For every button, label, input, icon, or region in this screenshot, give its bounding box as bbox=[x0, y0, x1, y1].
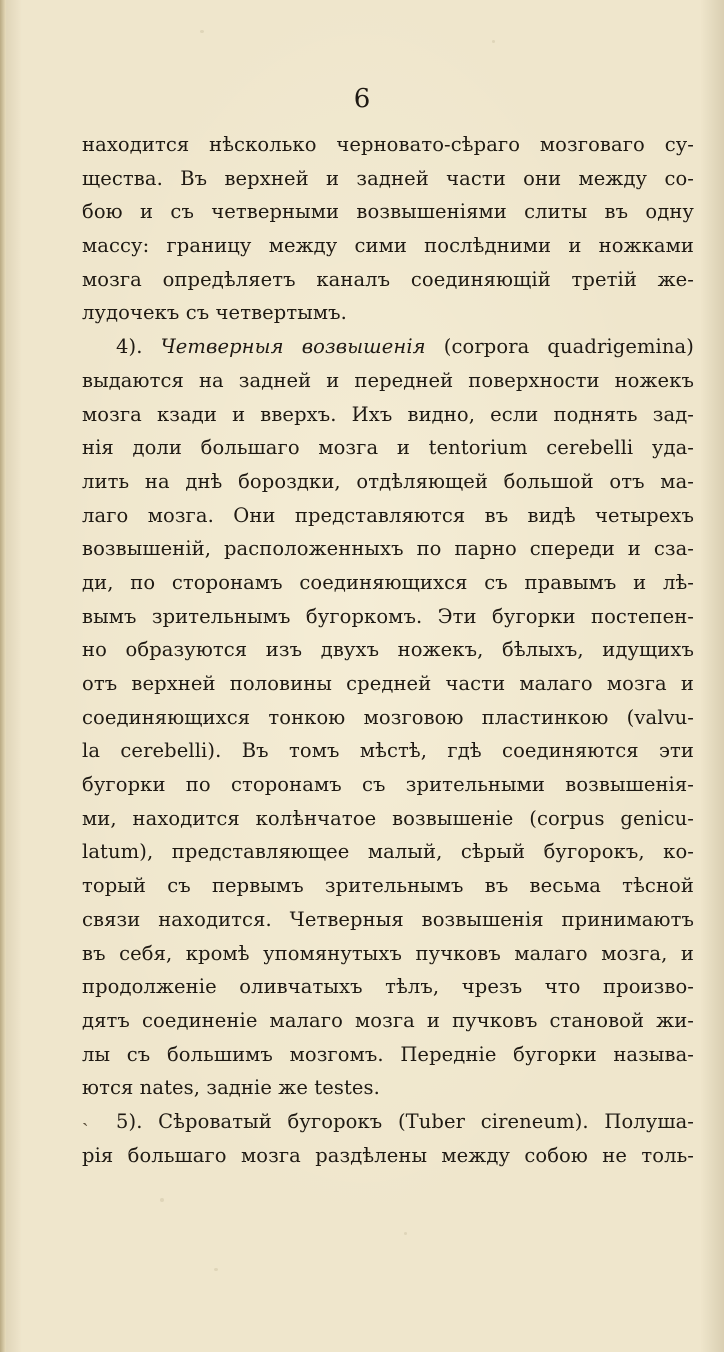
text-line: но образуются изъ двухъ ножекъ, бѣлыхъ, идущихъ bbox=[82, 638, 694, 662]
page-edge bbox=[0, 0, 6, 1352]
text-line: щества. Въ верхней и задней части они между со- bbox=[82, 166, 694, 190]
page-number: 6 bbox=[353, 84, 371, 114]
paper-stain bbox=[492, 40, 495, 43]
text-line: соединяющихся тонкою мозговою пластинкою (valvu- bbox=[82, 705, 694, 729]
text-line: находится нѣсколько черновато-сѣраго мозговаго су- bbox=[82, 133, 694, 156]
paper-stain bbox=[404, 1232, 407, 1235]
text-line: ются nates, задніе же testes. bbox=[82, 1076, 380, 1100]
text-line: массу: границу между сими послѣдними и ножками bbox=[82, 234, 694, 258]
text-line: выдаются на задней и передней поверхности ножекъ bbox=[82, 368, 694, 392]
text-line: лаго мозга. Они представляются въ видѣ четырехъ bbox=[82, 503, 694, 527]
section-number: 4). bbox=[116, 335, 143, 359]
text-line: возвышеній, расположенныхъ по парно спереди и сза- bbox=[82, 537, 694, 561]
text-line: бою и съ четверными возвышеніями слиты въ одну bbox=[82, 200, 694, 224]
text-line: нія доли большаго мозга и tentorium cerebelli уда- bbox=[82, 436, 694, 460]
text-line: мозга кзади и вверхъ. Ихъ видно, если поднять зад- bbox=[82, 402, 694, 426]
section-title: Четверныя возвышенія bbox=[160, 335, 426, 359]
text-line: торый съ первымъ зрительнымъ въ весьма тѣсной bbox=[82, 874, 694, 898]
text-line: отъ верхней половины средней части малаго мозга и bbox=[82, 672, 694, 695]
text-line: вымъ зрительнымъ бугоркомъ. Эти бугорки постепен- bbox=[82, 604, 694, 628]
paper-stain bbox=[200, 30, 204, 33]
section-5-heading-line bbox=[82, 1105, 694, 1139]
text-line: въ себя, кромѣ упомянутыхъ пучковъ малаго мозга, и bbox=[82, 941, 694, 965]
text-line: дятъ соединеніе малаго мозга и пучковъ становой жи- bbox=[82, 1008, 694, 1032]
section-5-text: 5). Сѣроватый бугорокъ (Tuber cireneum). Полуша- bbox=[116, 1109, 694, 1133]
text-line: мозга опредѣляетъ каналъ соединяющій третій же- bbox=[82, 267, 694, 291]
text-line: la cerebelli). Въ томъ мѣстѣ, гдѣ соединяются эти bbox=[82, 739, 694, 763]
text-line: продолженіе оливчатыхъ тѣлъ, чрезъ что произво- bbox=[82, 975, 694, 999]
text-line: лить на днѣ бороздки, отдѣляющей большой отъ ма- bbox=[82, 469, 694, 493]
text-line: лудочекъ съ четвертымъ. bbox=[82, 301, 347, 325]
body-text bbox=[82, 128, 694, 1172]
text-line: бугорки по сторонамъ съ зрительными возвышенія- bbox=[82, 773, 694, 797]
text-line: рія большаго мозга раздѣлены между собою не толь- bbox=[82, 1143, 694, 1167]
paper-stain bbox=[214, 1268, 218, 1271]
section-latin-term: (corpora quadrigemina) bbox=[425, 335, 694, 359]
text-line: ми, находится колѣнчатое возвышеніе (corpus genicu- bbox=[82, 806, 694, 830]
text-line: лы съ большимъ мозгомъ. Передніе бугорки называ- bbox=[82, 1042, 694, 1066]
text-line: ди, по сторонамъ соединяющихся съ правымъ и лѣ- bbox=[82, 570, 694, 594]
section-4-heading-line bbox=[82, 330, 694, 364]
text-line: связи находится. Четверныя возвышенія принимаютъ bbox=[82, 907, 694, 931]
text-line: latum), представляющее малый, сѣрый бугорокъ, ко- bbox=[82, 840, 694, 864]
paper-stain bbox=[160, 1198, 164, 1202]
margin-mark: ˴ bbox=[82, 1109, 89, 1133]
